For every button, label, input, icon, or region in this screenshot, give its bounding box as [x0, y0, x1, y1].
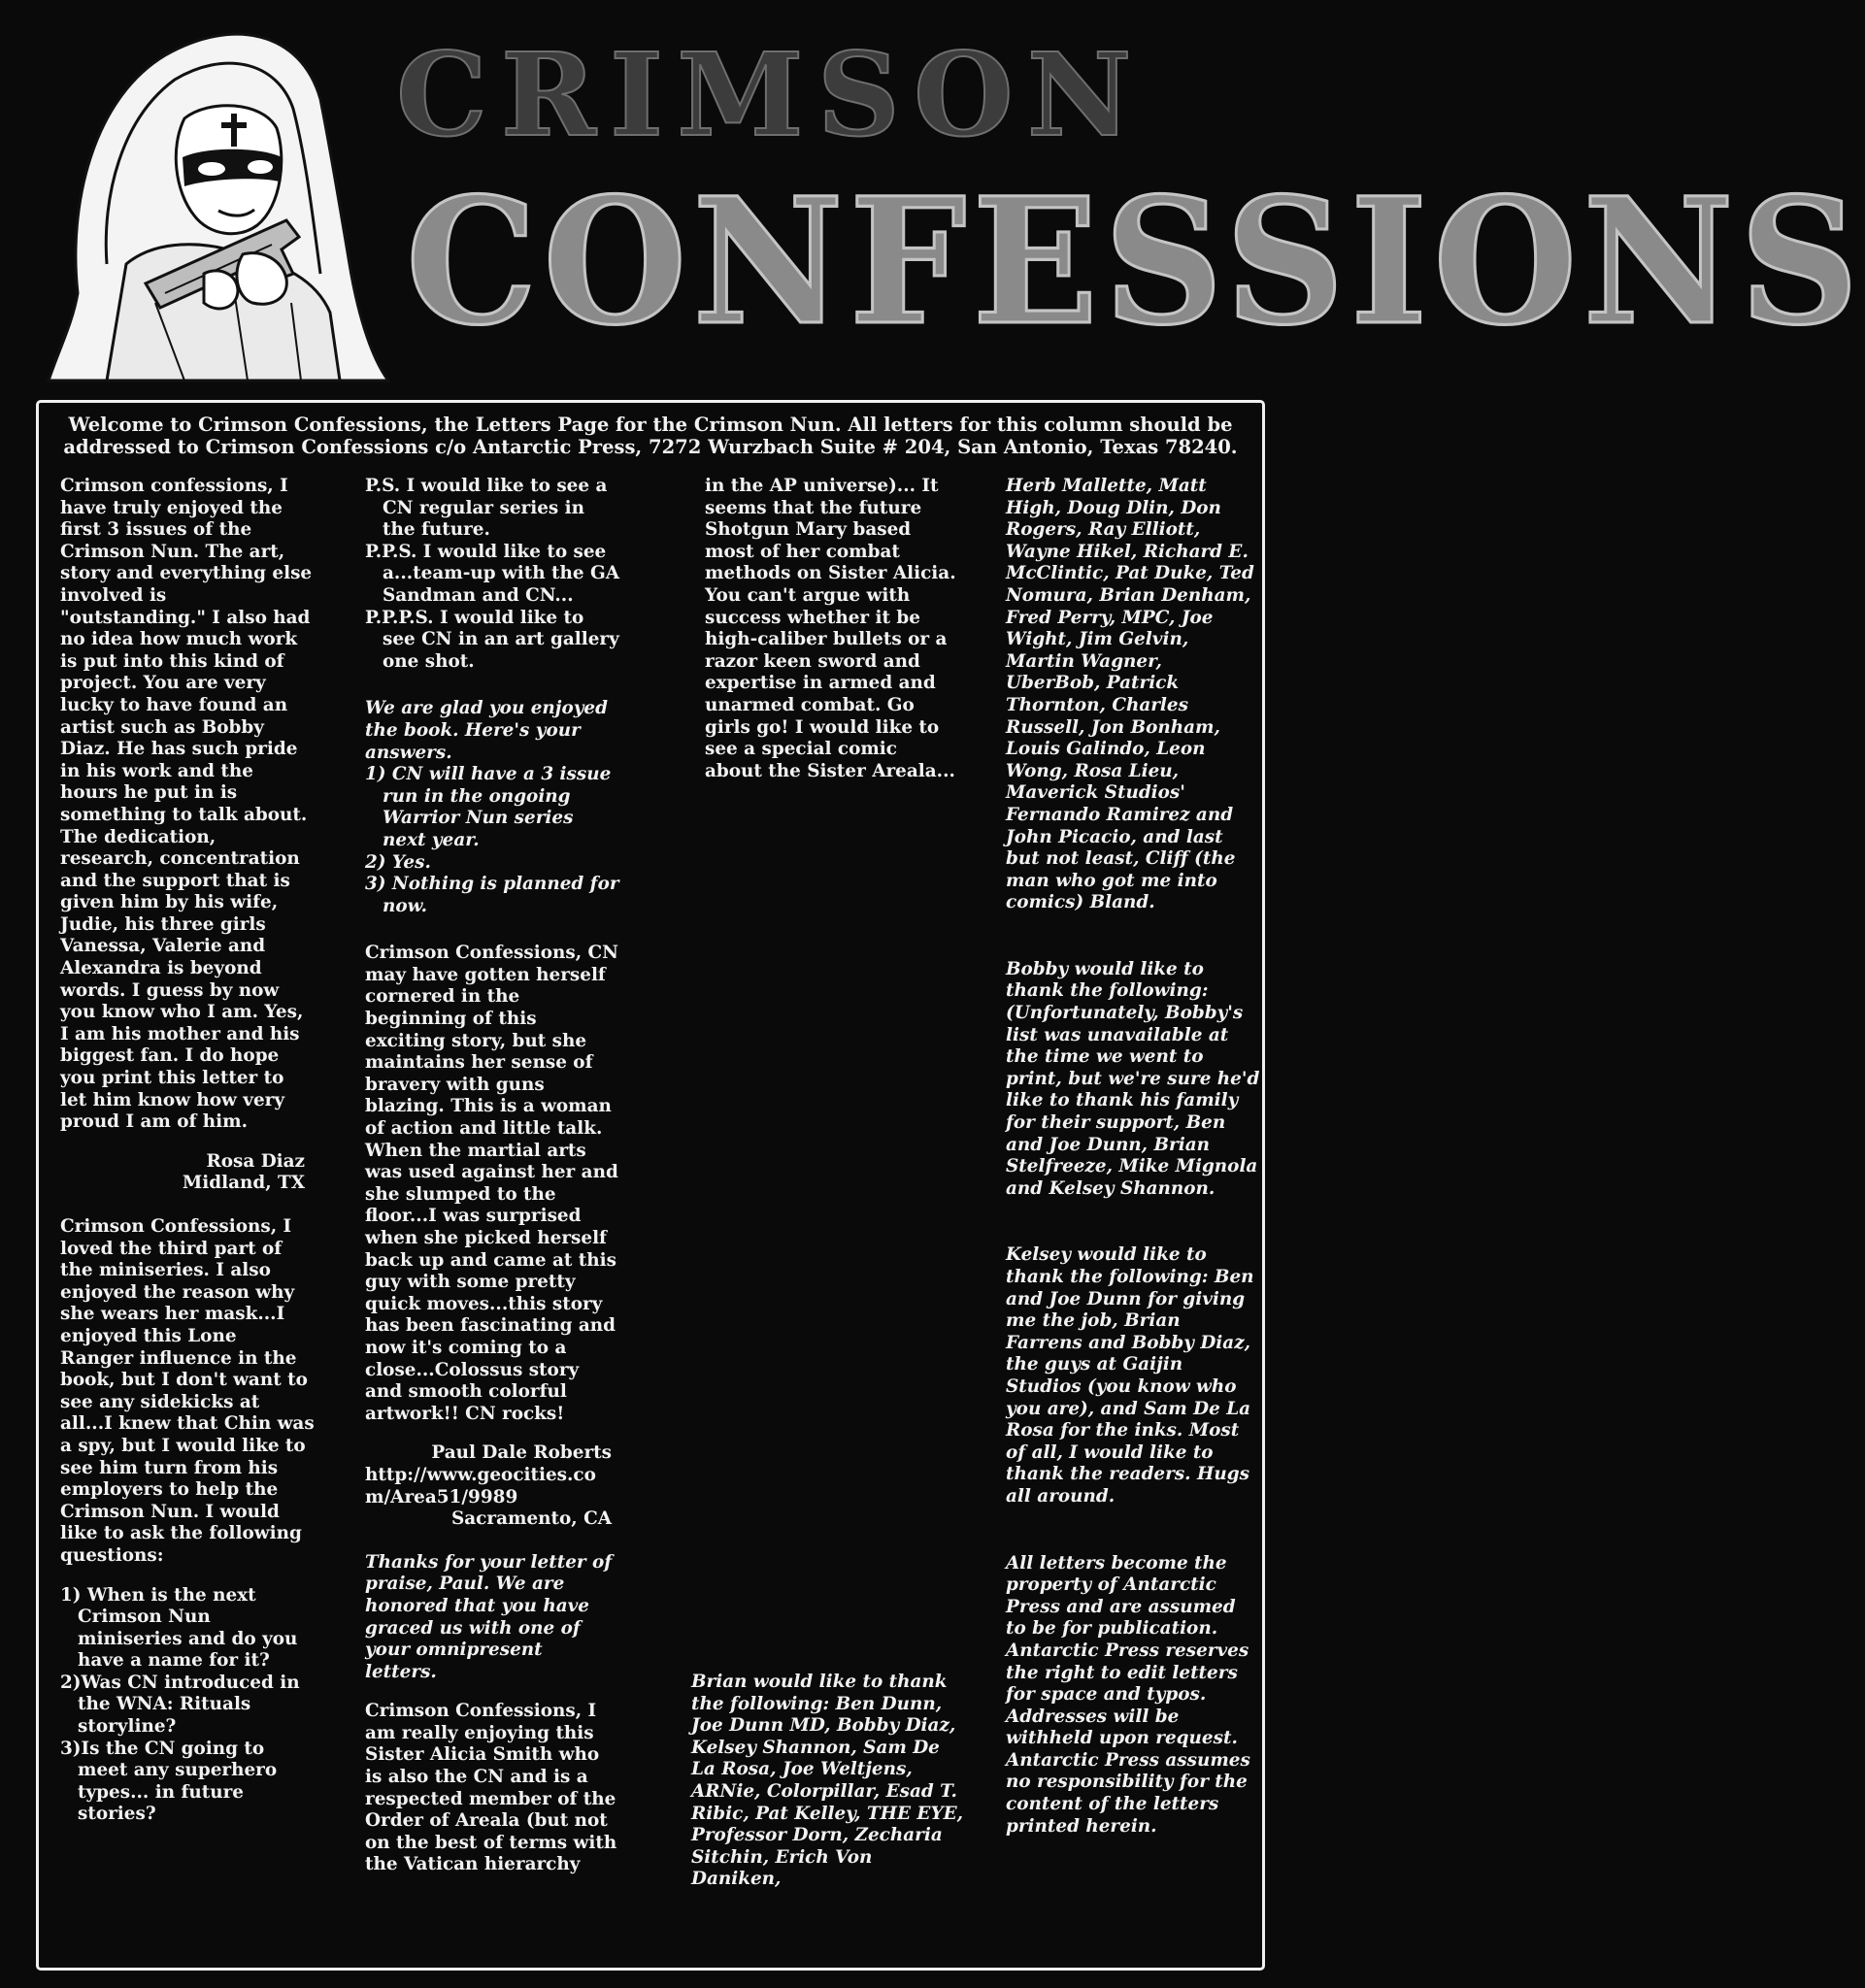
column-3 [705, 476, 959, 800]
brian-thanks-text: Brian would like to thank the following: Ben Dunn, Joe Dunn MD, Bobby Diaz, Kelsey Shannon, Sam De La Rosa, Joe Weltjens, ARNie, Colorpillar, Esad T. Ribic, Pat Kelley, THE EYE, Professor Dorn, Zecharia Sitchin, Erich Von Daniken, [691, 1672, 963, 1890]
letter-1-body: Crimson confessions, I have truly enjoyed the first 3 issues of the Crimson Nun. The art, story and everything else involved is "outstanding." I also had no idea how much work is put into this kind of project. You are very lucky to have found an artist such as Bobby Diaz. He has such pride in his work and the hours he put in is something to talk about. The dedication, research, concentration and the support that is given him by his wife, Judie, his three girls Vanessa, Valerie and Alexandra is beyond words. I guess by now you know who I am. Yes, I am his mother and his biggest fan. I do hope you print this letter to let him know how very proud I am of him. [60, 476, 313, 1133]
signature-city: Sacramento, CA [450, 1508, 612, 1530]
title-crimson: CRIMSON [396, 27, 1146, 162]
intro-text: Welcome to Crimson Confessions, the Letters Page for the Crimson Nun. All letters for this column should be addressed to Crimson Confessions c/o Antarctic Press, 7272 Wurzbach Suite # 204, San Antonio, Texas 78240. [63, 414, 1238, 458]
letter-2-body: Crimson Confessions, I loved the third part of the miniseries. I also enjoyed the reason why she wears her mask...I enjoyed this Lone Ranger influence in the book, but I don't want to see any sidekicks at all...I knew that Chin was a spy, but I would like to see him turn from his employers to help the Crimson Nun. I would like to ask the following questions: [60, 1216, 315, 1566]
reply-2-answers [365, 764, 619, 917]
letter-3-signature [365, 1442, 619, 1530]
letter-4-body-part1: Crimson Confessions, I am really enjoying this Sister Alicia Smith who is also the CN and is a respected member of the Order of Areala (but not on the best of terms with the Vatican hierarchy [365, 1701, 617, 1875]
list-item: 2) Yes. [365, 851, 431, 873]
brian-thanks [691, 1672, 963, 1891]
signature-name: Paul Dale Roberts [431, 1442, 612, 1464]
letter-2-questions [60, 1585, 315, 1827]
letter-2-ps [365, 476, 619, 673]
list-item: P.P.S. I would like to see a...team-up with the GA Sandman and CN... [365, 541, 619, 606]
list-item: P.P.P.S. I would like to see CN in an art gallery one shot. [365, 607, 619, 672]
column-1 [60, 476, 315, 1843]
list-item: 3)Is the CN going to meet any superhero types... in future stories? [60, 1738, 278, 1825]
reply-2-intro: We are glad you enjoyed the book. Here's your answers. [365, 698, 608, 763]
title-confessions: CONFESSIONS [406, 160, 1865, 364]
kelsey-thanks: Kelsey would like to thank the following: Ben and Joe Dunn for giving me the job, Brian Farrens and Bobby Diaz, the guys at Gaijin Studios (you know who you are), and Sam De La Rosa for the inks. Most of all, I would like to thank the readers. Hugs all around. [1006, 1244, 1254, 1507]
signature-url: http://www.geocities.com/Area51/9989 [365, 1464, 596, 1508]
list-item: 2)Was CN introduced in the WNA: Rituals storyline? [60, 1672, 300, 1738]
reply-3: Thanks for your letter of praise, Paul. We are honored that you have graced us with one of your omnipresent letters. [365, 1551, 613, 1682]
list-item: 3) Nothing is planned for now. [365, 874, 619, 916]
column-4 [1006, 476, 1260, 1855]
letter-4-body-part2: in the AP universe)... It seems that the future Shotgun Mary based most of her combat methods on Sister Alicia. You can't argue with success whether it be high-caliber bullets or a razor keen sword and expertise in armed and unarmed combat. Go girls go! I would like to see a special comic about the Sister Areala... [705, 476, 956, 781]
page-header [0, 0, 1865, 393]
brian-thanks-continued: Herb Mallette, Matt High, Doug Dlin, Don Rogers, Ray Elliott, Wayne Hikel, Richard E. McClintic, Pat Duke, Ted Nomura, Brian Denham, Fred Perry, MPC, Joe Wight, Jim Gelvin, Martin Wagner, UberBob, Patrick Thornton, Charles Russell, Jon Bonham, Louis Galindo, Leon Wong, Rosa Lieu, Maverick Studios' Fernando Ramirez and John Picacio, and last but not least, Cliff (the man who got me into comics) Bland. [1006, 476, 1254, 913]
bobby-thanks: Bobby would like to thank the following: (Unfortunately, Bobby's list was unavailable at the time we went to print, but we're sure he'd like to thank his family for their support, Ben and Joe Dunn, Brian Stelfreeze, Mike Mignola and Kelsey Shannon. [1006, 958, 1260, 1199]
legal-notice: All letters become the property of Antarctic Press and are assumed to be for publication. Antarctic Press reserves the right to edit letters for space and typos. Addresses will be withheld upon request. Antarctic Press assumes no responsibility for the content of the letters printed herein. [1006, 1552, 1250, 1837]
letter-1-signature: Rosa Diaz Midland, TX [182, 1150, 305, 1194]
column-2 [365, 476, 619, 1894]
list-item: P.S. I would like to see a CN regular series in the future. [365, 476, 608, 541]
list-item: 1) CN will have a 3 issue run in the ongoing Warrior Nun series next year. [365, 764, 612, 850]
letter-3-body: Crimson Confessions, CN may have gotten herself cornered in the beginning of this exciting story, but she maintains her sense of bravery with guns blazing. This is a woman of action and little talk. When the martial arts was used against her and she slumped to the floor...I was surprised when she picked herself back up and came at this guy with some pretty quick moves...this story has been fascinating and now it's coming to a close...Colossus story and smooth colorful artwork!! CN rocks! [365, 943, 618, 1424]
list-item: 1) When is the next Crimson Nun miniseries and do you have a name for it? [60, 1584, 298, 1672]
crimson-nun-illustration [39, 12, 398, 385]
